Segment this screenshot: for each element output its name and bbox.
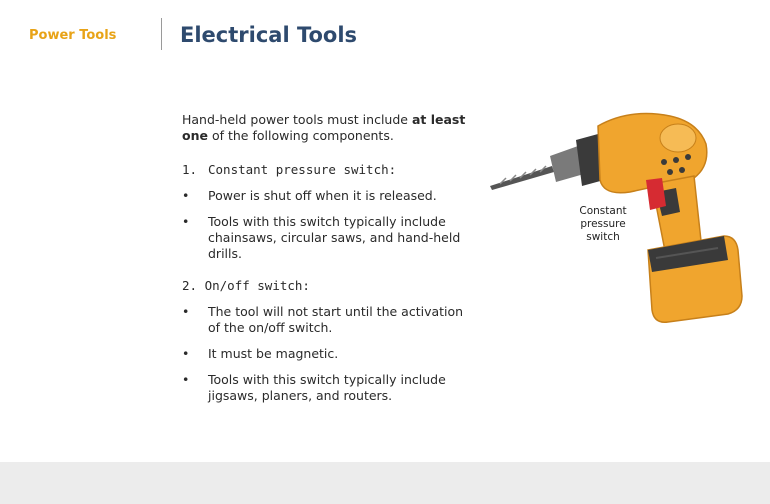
bullet-text: Tools with this switch typically include chainsaws, circular saws, and hand-held drills. xyxy=(208,214,461,261)
bullet-icon: • xyxy=(182,304,190,319)
header-divider xyxy=(161,18,162,50)
item-1-heading xyxy=(182,162,472,178)
content-body xyxy=(182,112,472,414)
bullet-text: The tool will not start until the activation of the on/off switch. xyxy=(208,304,464,335)
intro-prefix: Hand-held power tools must include xyxy=(182,112,412,127)
page-title: Electrical Tools xyxy=(180,23,358,47)
intro-emphasis: at least one xyxy=(182,112,466,143)
callout-label: Constant pressure switch xyxy=(579,205,627,243)
item-2-heading xyxy=(182,278,472,294)
bullet-icon: • xyxy=(182,214,190,229)
list-item xyxy=(182,372,472,404)
list-item xyxy=(182,346,472,362)
bullet-text: Power is shut off when it is released. xyxy=(208,188,437,203)
list-item xyxy=(182,214,472,262)
footer-bar xyxy=(0,462,770,504)
bullet-icon: • xyxy=(182,188,190,203)
list-item xyxy=(182,188,472,204)
section-label: Power Tools xyxy=(29,28,117,43)
item-1-number: 1. xyxy=(182,162,198,177)
bullet-icon: • xyxy=(182,372,190,387)
bullet-text: Tools with this switch typically include jigsaws, planers, and routers. xyxy=(208,372,446,403)
item-1-title: Constant pressure switch: xyxy=(208,162,397,177)
bullet-text: It must be magnetic. xyxy=(208,346,339,361)
item-2-title: On/off switch: xyxy=(204,278,310,293)
item-2-number: 2. xyxy=(182,278,198,293)
list-item xyxy=(182,304,472,336)
bullet-icon: • xyxy=(182,346,190,361)
intro-suffix: of the following components. xyxy=(207,128,394,143)
intro-text xyxy=(182,112,472,144)
